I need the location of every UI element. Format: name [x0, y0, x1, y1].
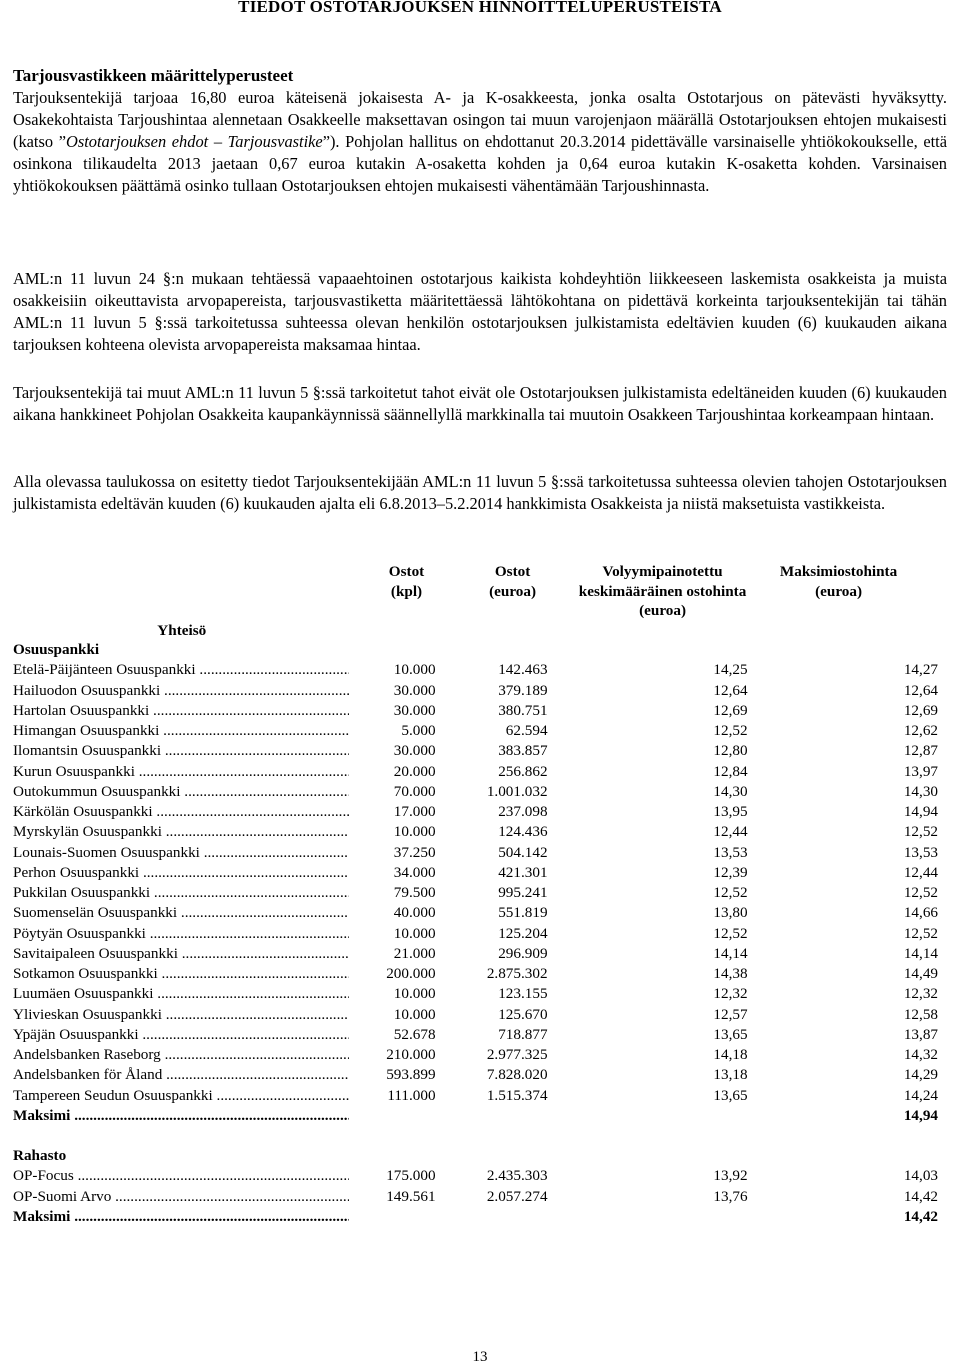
- vwap-cell: 12,52: [713, 924, 748, 942]
- table-row: [13, 660, 938, 680]
- qty-cell: 21.000: [393, 944, 436, 962]
- entity-name-cell: [13, 984, 351, 1004]
- entity-name: Hailuodon Osuuspankki .....: [13, 681, 349, 701]
- header-amount: [436, 562, 548, 640]
- vwap-cell: 14,30: [713, 782, 748, 800]
- qty-cell: 30.000: [393, 701, 436, 719]
- amount-cell: 142.463: [498, 661, 548, 679]
- entity-name-cell: [13, 964, 351, 984]
- max-cell: 12,52: [903, 884, 938, 901]
- table-row: [13, 681, 938, 701]
- entity-name: Etelä-Päijänteen Osuuspankki .....: [13, 660, 349, 680]
- qty-cell: 10.000: [393, 924, 436, 942]
- amount-cell: 125.204: [498, 924, 548, 942]
- max-cell: 14,94: [903, 803, 938, 820]
- entity-name-cell: [13, 701, 351, 721]
- qty-cell: 10.000: [393, 823, 436, 841]
- amount-cell: 124.436: [498, 823, 548, 841]
- header-qty: [351, 562, 436, 640]
- empty-cell: [351, 1207, 436, 1227]
- table-row: [13, 924, 938, 944]
- max-cell: 12,64: [903, 681, 938, 699]
- amount-cell: 1.515.374: [486, 1086, 548, 1104]
- vwap-cell: 13,80: [713, 904, 748, 922]
- amount-cell: 718.877: [498, 1025, 548, 1043]
- max-cell: 14,27: [903, 661, 938, 679]
- entity-name-cell: [13, 782, 351, 802]
- vwap-cell: 13,65: [713, 1025, 748, 1043]
- max-cell: 12,52: [903, 924, 938, 942]
- amount-cell: 256.862: [498, 762, 548, 780]
- section-row-rahasto: [13, 1146, 938, 1166]
- max-cell: 14,66: [903, 904, 938, 922]
- max-cell: 12,69: [903, 701, 938, 719]
- table-row: [13, 1045, 938, 1065]
- entity-name-cell: [13, 1207, 351, 1227]
- qty-cell: 37.250: [393, 843, 436, 861]
- section-label: Rahasto: [13, 1147, 67, 1164]
- vwap-cell: 12,64: [713, 681, 748, 699]
- entity-name: Luumäen Osuuspankki .....: [13, 984, 349, 1004]
- vwap-cell: 13,65: [713, 1086, 748, 1104]
- vwap-cell: 12,69: [713, 701, 748, 719]
- entity-name: Sotkamon Osuuspankki .....: [13, 964, 349, 984]
- max-cell: 12,52: [903, 823, 938, 841]
- entity-name: Myrskylän Osuuspankki .....: [13, 822, 349, 842]
- entity-name-cell: [13, 822, 351, 842]
- entity-name-cell: [13, 944, 351, 964]
- vwap-cell: 12,32: [713, 985, 748, 1003]
- empty-cell: [351, 1106, 436, 1126]
- paragraph-aml-rule: AML:n 11 luvun 24 §:n mukaan tehtäessä vapaaehtoinen ostotarjous kaikista kohdeyhtiön liikkeeseen laskemista osakkeista ja muista osakkeisiin oikeuttavista arvopapereista, tarjousvastiketta määritettäessä lähtökohtana on pidettävä korkeinta tarjouksentekijän tai tähän AML:n 11 luvun 5 §:ssä tarkoitetussa suhteessa olevan henkilön ostotarjouksen julkistamista edeltävien kuuden (6) kuukauden aikana tarjouksen kohteena olevista arvopapereista maksamaa hintaa.: [13, 269, 947, 354]
- amount-cell: 62.594: [505, 722, 548, 739]
- paragraph-offer-price-part-2: ”). Pohjolan hallitus on ehdottanut 20.3.2014 pidettävälle varsinaiselle yhtiökokoukselle, että osinkona tilikaudelta 2013 jaetaan 0,67 euroa kutakin A-osaketta kohden ja 0,64 euroa kutakin K-osaketta kohden. Varsinaisen yhtiökokouksen päättämä osinko tullaan Ostotarjouksen ehtojen mukaisesti vähentämään Tarjoushinnasta.: [13, 132, 948, 195]
- amount-cell: 2.057.274: [486, 1187, 548, 1205]
- max-cell: 14,14: [903, 944, 938, 962]
- header-max-text: Maksimiostohinta (euroa): [779, 563, 898, 600]
- max-cell: 12,44: [903, 863, 938, 881]
- entity-name: Kärkölän Osuuspankki .....: [13, 802, 349, 822]
- table-row: [13, 762, 938, 782]
- entity-name: Kurun Osuuspankki .....: [13, 762, 349, 782]
- entity-name: Hartolan Osuuspankki .....: [13, 701, 349, 721]
- qty-cell: 52.678: [393, 1025, 436, 1043]
- vwap-cell: 12,84: [713, 762, 748, 780]
- table-row: [13, 1086, 938, 1106]
- empty-cell: [436, 1207, 548, 1227]
- entity-name: Savitaipaleen Osuuspankki .....: [13, 944, 349, 964]
- vwap-cell: 14,25: [713, 661, 748, 679]
- entity-name-cell: [13, 660, 351, 680]
- qty-cell: 5.000: [401, 722, 436, 739]
- empty-cell: [548, 1207, 748, 1227]
- entity-name-cell: [13, 1005, 351, 1025]
- max-cell: 12,87: [903, 742, 938, 760]
- vwap-cell: 12,80: [713, 742, 748, 760]
- entity-name: Maksimi .....: [13, 1106, 349, 1126]
- entity-name: Ylivieskan Osuuspankki .....: [13, 1005, 349, 1025]
- amount-cell: 237.098: [498, 803, 548, 820]
- max-cell: 14,42: [903, 1187, 938, 1205]
- amount-cell: 125.670: [498, 1005, 548, 1023]
- max-cell: 14,49: [903, 965, 938, 982]
- vwap-cell: 13,95: [713, 803, 748, 820]
- paragraph-table-intro: Alla olevassa taulukossa on esitetty tiedot Tarjouksentekijään AML:n 11 luvun 5 §:ssä tarkoitetussa suhteessa olevien tahojen Ostotarjouksen julkistamista edeltävän kuuden (6) kuukauden ajalta eli 6.8.2013–5.2.2014 hankkimista Osakkeista ja niistä maksetuista vastikkeista.: [13, 472, 947, 513]
- entity-name-cell: [13, 843, 351, 863]
- vwap-cell: 13,18: [713, 1066, 748, 1084]
- vwap-cell: 14,38: [713, 965, 748, 982]
- maximum-value: 14,42: [903, 1207, 938, 1225]
- paragraph-offer-price-reference: Ostotarjouksen ehdot – Tarjousvastike: [65, 132, 323, 151]
- amount-cell: 379.189: [498, 681, 548, 699]
- header-vwap: [548, 562, 748, 640]
- amount-cell: 7.828.020: [486, 1066, 548, 1084]
- amount-cell: 2.435.303: [486, 1167, 548, 1185]
- max-cell: 14,32: [903, 1046, 938, 1063]
- table-row: [13, 1005, 938, 1025]
- max-cell: 14,30: [903, 782, 938, 800]
- maximum-row: [13, 1106, 938, 1126]
- entity-name: Pöytyän Osuuspankki .....: [13, 924, 349, 944]
- vwap-cell: 12,44: [713, 823, 748, 841]
- table-row: [13, 1166, 938, 1186]
- table-row: [13, 903, 938, 923]
- table-row: [13, 964, 938, 984]
- entity-name: Perhon Osuuspankki .....: [13, 863, 349, 883]
- vwap-cell: 12,57: [713, 1005, 748, 1023]
- qty-cell: 70.000: [393, 782, 436, 800]
- header-entity: Yhteisö: [157, 621, 207, 639]
- entity-name: Ypäjän Osuuspankki .....: [13, 1025, 349, 1045]
- empty-cell: [436, 1106, 548, 1126]
- table-row: [13, 822, 938, 842]
- table-row: [13, 701, 938, 721]
- table-row: [13, 1187, 938, 1207]
- entity-name-cell: [13, 1025, 351, 1045]
- amount-cell: 383.857: [498, 742, 548, 760]
- table-row: [13, 1065, 938, 1085]
- paragraph-offer-price-part-1: Tarjouksentekijä tarjoaa 16,80 euroa käteisenä jokaisesta A- ja K-osakkeesta, jonka osalta Ostotarjous on pätevästi hyväksytty. Osakekohtaista Tarjoushintaa alennetaan Osakkeelle maksettavan osingon tai muun varojenjaon määrällä Ostotarjouksen ehtojen mukaisesti (katso ”: [13, 88, 947, 151]
- vwap-cell: 12,52: [713, 722, 748, 739]
- spacer-row: [13, 1126, 938, 1146]
- amount-cell: 1.001.032: [486, 782, 548, 800]
- entity-name-cell: [13, 681, 351, 701]
- entity-name: Ilomantsin Osuuspankki .....: [13, 741, 349, 761]
- spacer-cell: [13, 1126, 938, 1146]
- vwap-cell: 13,92: [713, 1167, 748, 1185]
- entity-name: Suomenselän Osuuspankki .....: [13, 903, 349, 923]
- entity-name: OP-Focus .....: [13, 1166, 349, 1186]
- max-cell: 14,29: [903, 1066, 938, 1084]
- entity-name: OP-Suomi Arvo .....: [13, 1187, 349, 1207]
- table-header-row: [13, 562, 938, 640]
- amount-cell: 2.977.325: [486, 1046, 548, 1063]
- entity-name-cell: [13, 883, 351, 903]
- table-row: [13, 944, 938, 964]
- entity-name-cell: [13, 1065, 351, 1085]
- section-heading: Tarjousvastikkeen määrittelyperusteet: [13, 66, 294, 85]
- entity-name-cell: [13, 924, 351, 944]
- amount-cell: 2.875.302: [486, 965, 548, 982]
- vwap-cell: 13,53: [713, 843, 748, 861]
- entity-name-cell: [13, 1106, 351, 1126]
- entity-name-cell: [13, 903, 351, 923]
- entity-name: Himangan Osuuspankki .....: [13, 721, 349, 741]
- vwap-cell: 14,18: [713, 1046, 748, 1063]
- table-row: [13, 721, 938, 741]
- table-row: [13, 984, 938, 1004]
- entity-name: Tampereen Seudun Osuuspankki .....: [13, 1086, 349, 1106]
- max-cell: 14,24: [903, 1086, 938, 1104]
- entity-name-cell: [13, 1166, 351, 1186]
- max-cell: 12,32: [903, 985, 938, 1003]
- max-cell: 13,87: [903, 1025, 938, 1043]
- paragraph-no-higher-price: Tarjouksentekijä tai muut AML:n 11 luvun 5 §:ssä tarkoitetut tahot eivät ole Ostotarjouksen julkistamista edeltäneiden kuuden (6) kuukauden aikana hankkineet Pohjolan Osakkeita kaupankäynnissä säännellyllä markkinalla tai muutoin Osakkeen Tarjoushintaa korkeampaan hintaan.: [13, 383, 947, 424]
- section-row-osuuspankki: [13, 640, 938, 660]
- table-row: [13, 863, 938, 883]
- vwap-cell: 12,39: [713, 863, 748, 881]
- maximum-value: 14,94: [903, 1106, 938, 1124]
- qty-cell: 175.000: [386, 1167, 436, 1185]
- max-cell: 12,62: [903, 722, 938, 739]
- entity-name-cell: [13, 741, 351, 761]
- qty-cell: 79.500: [393, 884, 436, 901]
- header-max: [748, 562, 938, 640]
- header-vwap-text: Volyymipainotettu keskimääräinen ostohinta (euroa): [578, 563, 747, 619]
- qty-cell: 40.000: [393, 904, 436, 922]
- amount-cell: 551.819: [498, 904, 548, 922]
- entity-name-cell: [13, 1187, 351, 1207]
- qty-cell: 10.000: [393, 985, 436, 1003]
- entity-name: Pukkilan Osuuspankki .....: [13, 883, 349, 903]
- entity-name: Lounais-Suomen Osuuspankki .....: [13, 843, 349, 863]
- entity-name: Andelsbanken Raseborg .....: [13, 1045, 349, 1065]
- table-row: [13, 1025, 938, 1045]
- qty-cell: 10.000: [393, 661, 436, 679]
- vwap-cell: 12,52: [713, 884, 748, 901]
- table-row: [13, 883, 938, 903]
- entity-name-cell: [13, 1045, 351, 1065]
- max-cell: 13,97: [903, 762, 938, 780]
- page-title: TIEDOT OSTOTARJOUKSEN HINNOITTELUPERUSTEISTA: [238, 0, 722, 16]
- qty-cell: 10.000: [393, 1005, 436, 1023]
- amount-cell: 995.241: [498, 884, 548, 901]
- amount-cell: 421.301: [498, 863, 548, 881]
- table-row: [13, 741, 938, 761]
- entity-name-cell: [13, 721, 351, 741]
- qty-cell: 210.000: [386, 1046, 436, 1063]
- vwap-cell: 14,14: [713, 944, 748, 962]
- paragraph-offer-price: [13, 87, 947, 197]
- max-cell: 13,53: [903, 843, 938, 861]
- amount-cell: 380.751: [498, 701, 548, 719]
- qty-cell: 20.000: [393, 762, 436, 780]
- entity-name-cell: [13, 1086, 351, 1106]
- qty-cell: 30.000: [393, 681, 436, 699]
- page-number: 13: [472, 1349, 488, 1365]
- entity-name-cell: [13, 762, 351, 782]
- qty-cell: 34.000: [393, 863, 436, 881]
- entity-name-cell: [13, 863, 351, 883]
- qty-cell: 593.899: [386, 1066, 436, 1084]
- header-qty-text: Ostot (kpl): [388, 563, 425, 600]
- vwap-cell: 13,76: [713, 1187, 748, 1205]
- qty-cell: 30.000: [393, 742, 436, 760]
- max-cell: 14,03: [903, 1167, 938, 1185]
- amount-cell: 296.909: [498, 944, 548, 962]
- table-row: [13, 802, 938, 822]
- qty-cell: 200.000: [386, 965, 436, 982]
- qty-cell: 149.561: [386, 1187, 436, 1205]
- entity-name: Maksimi .....: [13, 1207, 349, 1227]
- amount-cell: 123.155: [498, 985, 548, 1003]
- amount-cell: 504.142: [498, 843, 548, 861]
- qty-cell: 111.000: [387, 1086, 436, 1104]
- maximum-row: [13, 1207, 938, 1227]
- entity-name: Outokummun Osuuspankki .....: [13, 782, 349, 802]
- qty-cell: 17.000: [393, 803, 436, 820]
- entity-name: Andelsbanken för Åland .....: [13, 1065, 349, 1085]
- table-row: [13, 782, 938, 802]
- section-label: Osuuspankki: [13, 641, 100, 658]
- empty-cell: [548, 1106, 748, 1126]
- purchases-table: [13, 562, 938, 1227]
- max-cell: 12,58: [903, 1005, 938, 1023]
- table-row: [13, 843, 938, 863]
- entity-name-cell: [13, 802, 351, 822]
- header-amount-text: Ostot (euroa): [489, 563, 537, 600]
